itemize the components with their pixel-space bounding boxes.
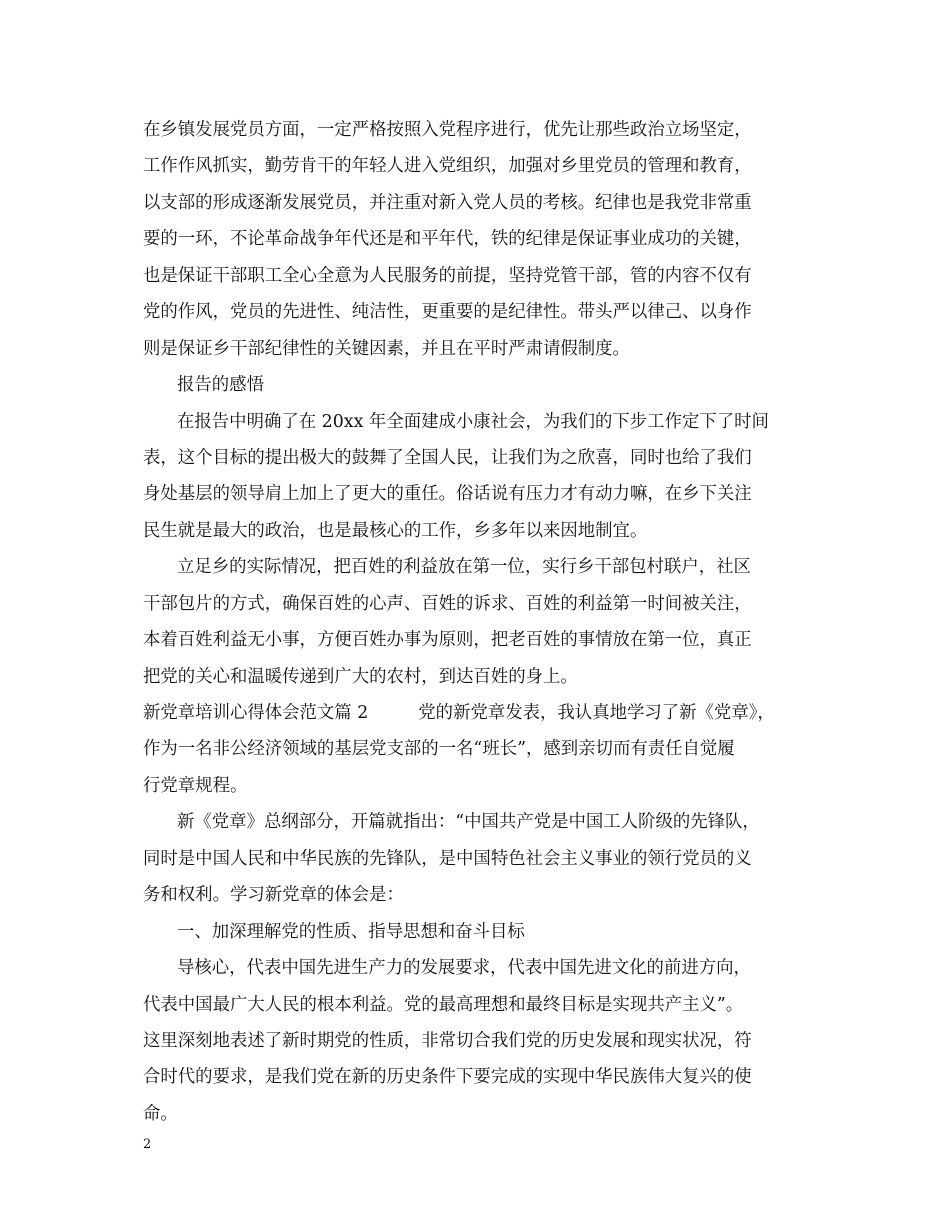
text-line: 则是保证乡干部纪律性的关键因素，并且在平时严肃请假制度。 bbox=[143, 338, 630, 359]
text-line: 命。 bbox=[143, 1103, 178, 1124]
text-line: 导核心，代表中国先进生产力的发展要求，代表中国先进文化的前进方向， bbox=[177, 958, 751, 979]
text-line: 表，这个目标的提出极大的鼓舞了全国人民，让我们为之欣喜，同时也给了我们 bbox=[143, 447, 752, 468]
article-title: 新党章培训心得体会范文篇 2 bbox=[143, 703, 369, 723]
text-line: 工作作风抓实，勤劳肯干的年轻人进入党组织，加强对乡里党员的管理和教育， bbox=[143, 156, 752, 177]
text-line: 行党章规程。 bbox=[143, 775, 248, 796]
text-line: 合时代的要求，是我们党在新的历史条件下要完成的实现中华民族伟大复兴的使 bbox=[143, 1067, 752, 1088]
text-line: 干部包片的方式，确保百姓的心声、百姓的诉求、百姓的利益第一时间被关注， bbox=[143, 593, 752, 614]
section-heading: 一、加深理解党的性质、指导思想和奋斗目标 bbox=[177, 921, 525, 942]
text-line: 立足乡的实际情况，把百姓的利益放在第一位，实行乡干部包村联户，社区 bbox=[177, 557, 751, 578]
text-line: 民生就是最大的政治，也是最核心的工作，乡多年以来因地制宜。 bbox=[143, 520, 648, 541]
text-line: 在报告中明确了在 20xx 年全面建成小康社会，为我们的下步工作定下了时间 bbox=[177, 411, 769, 432]
page-number: 2 bbox=[143, 1137, 152, 1152]
text-line: 新《党章》总纲部分，开篇就指出：“中国共产党是中国工人阶级的先锋队， bbox=[177, 812, 760, 833]
text-line: 要的一环，不论革命战争年代还是和平年代，铁的纪律是保证事业成功的关键， bbox=[143, 229, 752, 250]
text-line: 本着百姓利益无小事，方便百姓办事为原则，把老百姓的事情放在第一位，真正 bbox=[143, 630, 752, 651]
text-line: 这里深刻地表述了新时期党的性质，非常切合我们党的历史发展和现实状况，符 bbox=[143, 1030, 752, 1051]
text-line: 身处基层的领导肩上加上了更大的重任。俗话说有压力才有动力嘛，在乡下关注 bbox=[143, 484, 752, 505]
text-line: 作为一名非公经济领域的基层党支部的一名“班长”，感到亲切而有责任自觉履 bbox=[143, 739, 735, 760]
text-line: 务和权利。学习新党章的体会是： bbox=[143, 885, 404, 906]
text-line: 同时是中国人民和中华民族的先锋队，是中国特色社会主义事业的领行党员的义 bbox=[143, 848, 752, 869]
document-body bbox=[143, 112, 823, 1132]
text-line: 在乡镇发展党员方面，一定严格按照入党程序进行，优先让那些政治立场坚定， bbox=[143, 120, 752, 140]
text-line: 把党的关心和温暖传递到广大的农村，到达百姓的身上。 bbox=[143, 666, 578, 687]
section-heading: 报告的感悟 bbox=[177, 375, 264, 396]
text-line: 以支部的形成逐渐发展党员，并注重对新入党人员的考核。纪律也是我党非常重 bbox=[143, 192, 752, 213]
text-line: 党的作风，党员的先进性、纯洁性，更重要的是纪律性。带头严以律己、以身作 bbox=[143, 302, 752, 323]
article-title-line bbox=[143, 695, 823, 731]
text-line: 也是保证干部职工全心全意为人民服务的前提，坚持党管干部，管的内容不仅有 bbox=[143, 265, 752, 286]
text-line: 代表中国最广大人民的根本利益。党的最高理想和最终目标是实现共产主义”。 bbox=[143, 994, 744, 1015]
article-lead: 党的新党章发表，我认真地学习了新《党章》， bbox=[418, 703, 775, 723]
